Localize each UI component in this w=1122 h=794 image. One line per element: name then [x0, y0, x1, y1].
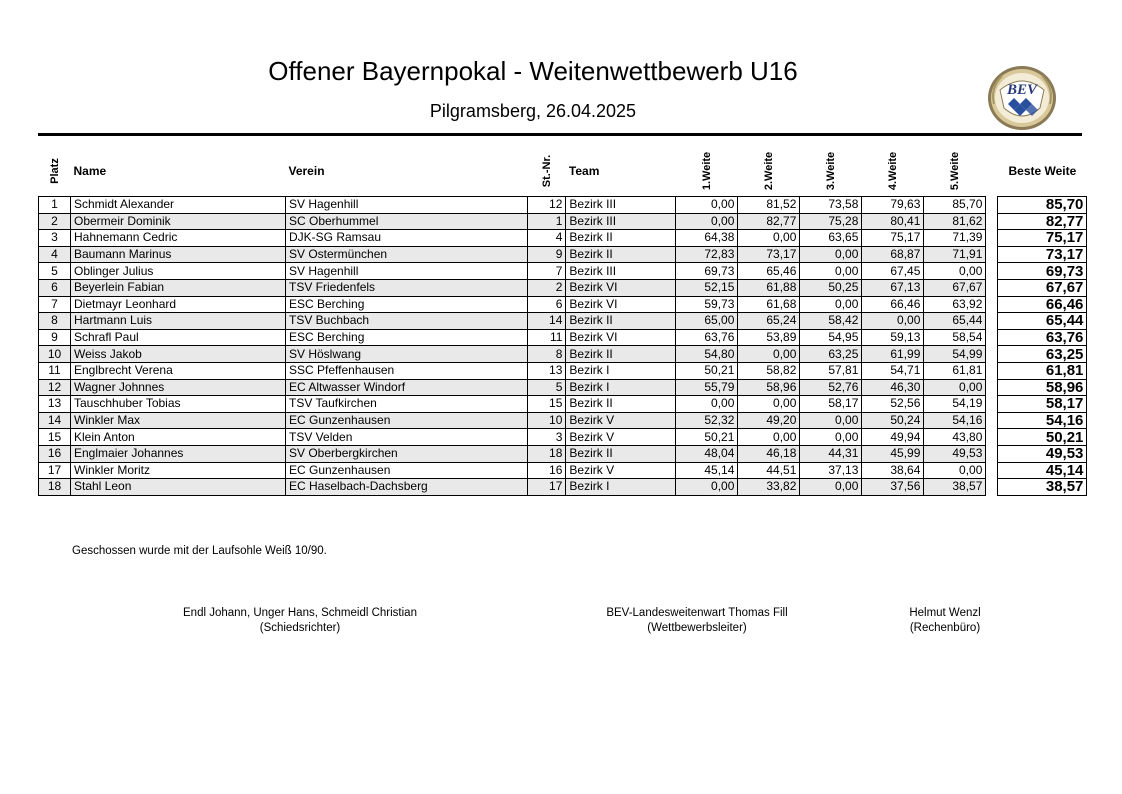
cell-best: 54,16 — [998, 412, 1087, 429]
cell-name: Baumann Marinus — [71, 246, 286, 263]
cell-team: Bezirk II — [566, 396, 676, 413]
cell-platz: 18 — [39, 479, 71, 496]
cell-w5: 0,00 — [924, 379, 986, 396]
cell-w1: 45,14 — [676, 462, 738, 479]
cell-best: 75,17 — [998, 230, 1087, 247]
table-row — [39, 462, 1087, 479]
page-subtitle: Pilgramsberg, 26.04.2025 — [429, 101, 637, 121]
signature-role: (Wettbewerbsleiter) — [647, 622, 747, 634]
cell-w3: 0,00 — [800, 296, 862, 313]
cell-w4: 59,13 — [862, 329, 924, 346]
header-rule — [38, 133, 1082, 136]
table-row — [39, 412, 1087, 429]
cell-platz: 7 — [39, 296, 71, 313]
cell-platz: 10 — [39, 346, 71, 363]
cell-w1: 50,21 — [676, 429, 738, 446]
table-row — [39, 429, 1087, 446]
col-header-team: Team — [568, 164, 600, 178]
cell-name: Stahl Leon — [71, 479, 286, 496]
cell-w4: 80,41 — [862, 213, 924, 230]
cell-verein: EC Altwasser Windorf — [286, 379, 528, 396]
cell-platz: 16 — [39, 445, 71, 462]
cell-verein: SV Höslwang — [286, 346, 528, 363]
cell-w3: 0,00 — [800, 412, 862, 429]
cell-stnr: 5 — [528, 379, 566, 396]
cell-w4: 45,99 — [862, 445, 924, 462]
cell-w1: 55,79 — [676, 379, 738, 396]
cell-platz: 5 — [39, 263, 71, 280]
cell-stnr: 7 — [528, 263, 566, 280]
cell-w2: 0,00 — [738, 230, 800, 247]
cell-platz: 12 — [39, 379, 71, 396]
cell-w3: 0,00 — [800, 429, 862, 446]
cell-w3: 58,42 — [800, 313, 862, 330]
cell-stnr: 8 — [528, 346, 566, 363]
cell-team: Bezirk II — [566, 346, 676, 363]
cell-w2: 0,00 — [738, 346, 800, 363]
cell-stnr: 3 — [528, 429, 566, 446]
col-header-name: Name — [73, 164, 107, 178]
signature-name: Helmut Wenzl — [909, 607, 981, 619]
cell-team: Bezirk III — [566, 197, 676, 214]
cell-w4: 37,56 — [862, 479, 924, 496]
table-row — [39, 396, 1087, 413]
cell-name: Dietmayr Leonhard — [71, 296, 286, 313]
cell-w5: 58,54 — [924, 329, 986, 346]
cell-gap — [986, 263, 998, 280]
cell-w2: 0,00 — [738, 396, 800, 413]
cell-platz: 17 — [39, 462, 71, 479]
cell-w3: 75,28 — [800, 213, 862, 230]
cell-best: 73,17 — [998, 246, 1087, 263]
cell-w5: 71,91 — [924, 246, 986, 263]
cell-stnr: 16 — [528, 462, 566, 479]
cell-w4: 54,71 — [862, 362, 924, 379]
cell-w3: 0,00 — [800, 246, 862, 263]
cell-best: 50,21 — [998, 429, 1087, 446]
cell-w1: 52,15 — [676, 279, 738, 296]
cell-w2: 65,46 — [738, 263, 800, 280]
cell-team: Bezirk VI — [566, 279, 676, 296]
cell-w1: 65,00 — [676, 313, 738, 330]
cell-verein: SV Ostermünchen — [286, 246, 528, 263]
table-row — [39, 230, 1087, 247]
cell-w3: 58,17 — [800, 396, 862, 413]
cell-w5: 54,99 — [924, 346, 986, 363]
cell-w1: 0,00 — [676, 213, 738, 230]
cell-best: 82,77 — [998, 213, 1087, 230]
cell-name: Schmidt Alexander — [71, 197, 286, 214]
cell-name: Klein Anton — [71, 429, 286, 446]
col-header-platz: Platz — [48, 158, 61, 184]
cell-stnr: 13 — [528, 362, 566, 379]
cell-w4: 68,87 — [862, 246, 924, 263]
table-row — [39, 197, 1087, 214]
cell-stnr: 6 — [528, 296, 566, 313]
cell-name: Wagner Johnnes — [71, 379, 286, 396]
cell-best: 85,70 — [998, 197, 1087, 214]
cell-best: 63,25 — [998, 346, 1087, 363]
cell-best: 63,76 — [998, 329, 1087, 346]
cell-gap — [986, 230, 998, 247]
cell-stnr: 12 — [528, 197, 566, 214]
cell-stnr: 2 — [528, 279, 566, 296]
cell-name: Winkler Moritz — [71, 462, 286, 479]
cell-team: Bezirk II — [566, 246, 676, 263]
cell-name: Englbrecht Verena — [71, 362, 286, 379]
cell-name: Obermeir Dominik — [71, 213, 286, 230]
cell-w5: 49,53 — [924, 445, 986, 462]
cell-verein: SV Oberbergkirchen — [286, 445, 528, 462]
cell-w2: 61,68 — [738, 296, 800, 313]
cell-w3: 37,13 — [800, 462, 862, 479]
cell-w1: 72,83 — [676, 246, 738, 263]
results-table — [38, 146, 1087, 496]
cell-name: Oblinger Julius — [71, 263, 286, 280]
cell-gap — [986, 213, 998, 230]
cell-stnr: 14 — [528, 313, 566, 330]
bev-logo — [986, 64, 1058, 132]
cell-w2: 58,96 — [738, 379, 800, 396]
cell-gap — [986, 197, 998, 214]
cell-verein: ESC Berching — [286, 296, 528, 313]
cell-gap — [986, 445, 998, 462]
cell-gap — [986, 279, 998, 296]
cell-team: Bezirk III — [566, 263, 676, 280]
cell-team: Bezirk II — [566, 445, 676, 462]
col-header-gap — [986, 146, 998, 197]
cell-w1: 63,76 — [676, 329, 738, 346]
cell-w3: 44,31 — [800, 445, 862, 462]
col-header-best: Beste Weite — [1008, 164, 1077, 178]
cell-gap — [986, 296, 998, 313]
cell-platz: 4 — [39, 246, 71, 263]
cell-verein: TSV Friedenfels — [286, 279, 528, 296]
table-row — [39, 346, 1087, 363]
cell-w3: 63,65 — [800, 230, 862, 247]
cell-platz: 11 — [39, 362, 71, 379]
signature-name: Endl Johann, Unger Hans, Schmeidl Christian — [183, 607, 417, 619]
cell-w1: 0,00 — [676, 479, 738, 496]
cell-w4: 38,64 — [862, 462, 924, 479]
cell-w2: 81,52 — [738, 197, 800, 214]
cell-team: Bezirk V — [566, 429, 676, 446]
cell-w4: 49,94 — [862, 429, 924, 446]
cell-team: Bezirk II — [566, 230, 676, 247]
cell-stnr: 4 — [528, 230, 566, 247]
cell-gap — [986, 479, 998, 496]
cell-w1: 59,73 — [676, 296, 738, 313]
cell-w2: 49,20 — [738, 412, 800, 429]
cell-gap — [986, 462, 998, 479]
cell-verein: EC Gunzenhausen — [286, 462, 528, 479]
table-row — [39, 379, 1087, 396]
cell-w5: 54,16 — [924, 412, 986, 429]
cell-w4: 79,63 — [862, 197, 924, 214]
cell-w4: 67,13 — [862, 279, 924, 296]
signature-computing — [880, 606, 1010, 636]
cell-verein: ESC Berching — [286, 329, 528, 346]
cell-gap — [986, 362, 998, 379]
col-header-w3: 3.Weite — [824, 151, 837, 191]
cell-w3: 57,81 — [800, 362, 862, 379]
cell-w4: 46,30 — [862, 379, 924, 396]
cell-name: Beyerlein Fabian — [71, 279, 286, 296]
col-header-w4: 4.Weite — [886, 151, 899, 191]
cell-best: 45,14 — [998, 462, 1087, 479]
signature-competition-lead — [572, 606, 822, 636]
cell-stnr: 15 — [528, 396, 566, 413]
cell-w1: 0,00 — [676, 197, 738, 214]
cell-gap — [986, 412, 998, 429]
cell-w3: 73,58 — [800, 197, 862, 214]
signature-role: (Schiedsrichter) — [259, 622, 341, 634]
cell-w1: 52,32 — [676, 412, 738, 429]
cell-name: Hahnemann Cedric — [71, 230, 286, 247]
cell-w2: 33,82 — [738, 479, 800, 496]
signature-name: BEV-Landesweitenwart Thomas Fill — [606, 607, 788, 619]
signature-role: (Rechenbüro) — [909, 622, 981, 634]
cell-gap — [986, 346, 998, 363]
cell-w5: 85,70 — [924, 197, 986, 214]
cell-w2: 82,77 — [738, 213, 800, 230]
cell-stnr: 1 — [528, 213, 566, 230]
page-title: Offener Bayernpokal - Weitenwettbewerb U16 — [268, 56, 798, 86]
cell-verein: EC Gunzenhausen — [286, 412, 528, 429]
cell-w2: 58,82 — [738, 362, 800, 379]
cell-verein: SV Hagenhill — [286, 197, 528, 214]
cell-verein: DJK-SG Ramsau — [286, 230, 528, 247]
cell-team: Bezirk II — [566, 313, 676, 330]
table-row — [39, 213, 1087, 230]
cell-w5: 61,81 — [924, 362, 986, 379]
cell-w5: 81,62 — [924, 213, 986, 230]
cell-best: 66,46 — [998, 296, 1087, 313]
cell-stnr: 18 — [528, 445, 566, 462]
cell-w5: 0,00 — [924, 462, 986, 479]
cell-best: 58,17 — [998, 396, 1087, 413]
signature-referees — [160, 606, 440, 636]
cell-gap — [986, 329, 998, 346]
cell-verein: SSC Pfeffenhausen — [286, 362, 528, 379]
cell-w1: 69,73 — [676, 263, 738, 280]
cell-team: Bezirk I — [566, 479, 676, 496]
cell-gap — [986, 313, 998, 330]
col-header-w2: 2.Weite — [762, 151, 775, 191]
cell-w3: 52,76 — [800, 379, 862, 396]
cell-stnr: 11 — [528, 329, 566, 346]
cell-stnr: 9 — [528, 246, 566, 263]
cell-name: Schrafl Paul — [71, 329, 286, 346]
cell-best: 38,57 — [998, 479, 1087, 496]
cell-team: Bezirk V — [566, 462, 676, 479]
cell-platz: 8 — [39, 313, 71, 330]
col-header-w1: 1.Weite — [700, 151, 713, 191]
cell-gap — [986, 379, 998, 396]
cell-verein: TSV Velden — [286, 429, 528, 446]
cell-w3: 50,25 — [800, 279, 862, 296]
table-row — [39, 479, 1087, 496]
cell-name: Hartmann Luis — [71, 313, 286, 330]
cell-best: 65,44 — [998, 313, 1087, 330]
table-row — [39, 329, 1087, 346]
cell-verein: TSV Buchbach — [286, 313, 528, 330]
cell-verein: TSV Taufkirchen — [286, 396, 528, 413]
cell-w1: 48,04 — [676, 445, 738, 462]
table-row — [39, 445, 1087, 462]
table-row — [39, 246, 1087, 263]
cell-verein: SC Oberhummel — [286, 213, 528, 230]
table-row — [39, 313, 1087, 330]
col-header-w5: 5.Weite — [948, 151, 961, 191]
cell-gap — [986, 246, 998, 263]
cell-platz: 15 — [39, 429, 71, 446]
cell-w3: 0,00 — [800, 263, 862, 280]
cell-name: Englmaier Johannes — [71, 445, 286, 462]
cell-name: Winkler Max — [71, 412, 286, 429]
cell-w2: 53,89 — [738, 329, 800, 346]
cell-w1: 54,80 — [676, 346, 738, 363]
cell-platz: 14 — [39, 412, 71, 429]
cell-best: 58,96 — [998, 379, 1087, 396]
cell-w4: 0,00 — [862, 313, 924, 330]
cell-w4: 61,99 — [862, 346, 924, 363]
cell-best: 61,81 — [998, 362, 1087, 379]
cell-w2: 61,88 — [738, 279, 800, 296]
cell-stnr: 17 — [528, 479, 566, 496]
cell-w5: 54,19 — [924, 396, 986, 413]
cell-platz: 6 — [39, 279, 71, 296]
cell-best: 67,67 — [998, 279, 1087, 296]
table-row — [39, 263, 1087, 280]
cell-w4: 67,45 — [862, 263, 924, 280]
cell-w2: 44,51 — [738, 462, 800, 479]
cell-w5: 43,80 — [924, 429, 986, 446]
cell-w4: 52,56 — [862, 396, 924, 413]
cell-platz: 1 — [39, 197, 71, 214]
cell-w5: 67,67 — [924, 279, 986, 296]
cell-w4: 75,17 — [862, 230, 924, 247]
table-row — [39, 279, 1087, 296]
cell-platz: 3 — [39, 230, 71, 247]
cell-platz: 13 — [39, 396, 71, 413]
cell-team: Bezirk VI — [566, 329, 676, 346]
cell-w1: 64,38 — [676, 230, 738, 247]
cell-gap — [986, 396, 998, 413]
cell-w3: 63,25 — [800, 346, 862, 363]
table-row — [39, 362, 1087, 379]
col-header-stnr: St.-Nr. — [540, 154, 553, 188]
cell-w2: 65,24 — [738, 313, 800, 330]
cell-gap — [986, 429, 998, 446]
cell-best: 49,53 — [998, 445, 1087, 462]
cell-w3: 0,00 — [800, 479, 862, 496]
cell-w5: 0,00 — [924, 263, 986, 280]
cell-w5: 63,92 — [924, 296, 986, 313]
cell-w5: 65,44 — [924, 313, 986, 330]
cell-w5: 38,57 — [924, 479, 986, 496]
cell-team: Bezirk I — [566, 362, 676, 379]
cell-name: Weiss Jakob — [71, 346, 286, 363]
cell-w4: 66,46 — [862, 296, 924, 313]
cell-w3: 54,95 — [800, 329, 862, 346]
cell-w4: 50,24 — [862, 412, 924, 429]
cell-team: Bezirk VI — [566, 296, 676, 313]
cell-w2: 0,00 — [738, 429, 800, 446]
cell-w2: 73,17 — [738, 246, 800, 263]
table-row — [39, 296, 1087, 313]
cell-w2: 46,18 — [738, 445, 800, 462]
cell-w1: 50,21 — [676, 362, 738, 379]
cell-best: 69,73 — [998, 263, 1087, 280]
footnote: Geschossen wurde mit der Laufsohle Weiß 10/90. — [72, 545, 327, 557]
cell-verein: SV Hagenhill — [286, 263, 528, 280]
cell-verein: EC Haselbach-Dachsberg — [286, 479, 528, 496]
cell-team: Bezirk III — [566, 213, 676, 230]
cell-platz: 2 — [39, 213, 71, 230]
table-header-row — [39, 146, 1087, 197]
cell-stnr: 10 — [528, 412, 566, 429]
col-header-verein: Verein — [288, 164, 325, 178]
cell-w5: 71,39 — [924, 230, 986, 247]
cell-team: Bezirk I — [566, 379, 676, 396]
svg-text:BEV: BEV — [1006, 82, 1038, 98]
cell-name: Tauschhuber Tobias — [71, 396, 286, 413]
cell-platz: 9 — [39, 329, 71, 346]
cell-team: Bezirk V — [566, 412, 676, 429]
cell-w1: 0,00 — [676, 396, 738, 413]
